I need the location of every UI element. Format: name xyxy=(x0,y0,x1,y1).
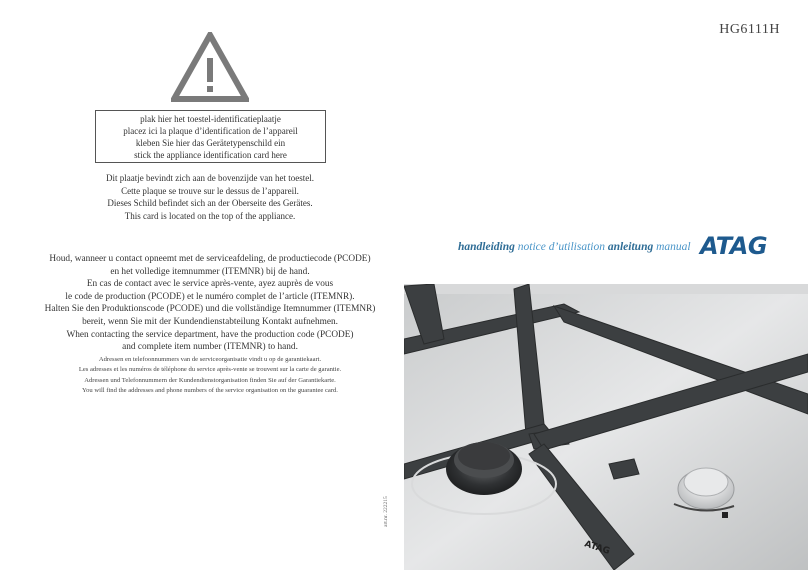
contact-line: Houd, wanneer u contact opneemt met de serviceafdeling, de productiecode (PCODE) xyxy=(49,254,371,264)
id-card-line: stick the appliance identification card here xyxy=(134,150,287,160)
card-location-line: Cette plaque se trouve sur le dessus de l’appareil. xyxy=(121,185,299,196)
hob-brand-label: ATAG xyxy=(583,539,611,557)
id-card-placeholder-box xyxy=(95,110,326,163)
contact-line: en het volledige itemnummer (ITEMNR) bij de hand. xyxy=(110,266,310,277)
addresses-line: Les adresses et les numéros de téléphone du service après-vente se trouvent sur la carte de garantie. xyxy=(78,366,342,374)
card-location-line: This card is located on the top of the appliance. xyxy=(124,210,296,221)
addresses-line: Adressen en telefoonnummers van de serviceorganisatie vindt u op de garantiekaart. xyxy=(98,356,322,363)
tagline-de: anleitung xyxy=(607,241,654,253)
contact-line: le code de production (PCODE) et le numéro complet de l’article (ITEMNR). xyxy=(65,291,355,302)
id-card-line: kleben Sie hier das Gerätetypenschild ein xyxy=(135,138,286,148)
addresses-line: Adressen und Telefonnummern der Kundendienstorganisation finden Sie auf der Garantiekarte. xyxy=(84,376,336,384)
card-location-text xyxy=(60,172,360,222)
addresses-text xyxy=(40,355,380,397)
article-number: art.nr. 222215 xyxy=(383,496,389,527)
gas-hob-photo xyxy=(404,284,808,570)
brand-logo: ATAG xyxy=(700,232,768,260)
model-number: HG6111H xyxy=(719,22,780,37)
warning-triangle-icon xyxy=(171,32,249,102)
id-card-line: placez ici la plaque d’identification de l’appareil xyxy=(123,126,298,136)
contact-line: When contacting the service department, have the production code (PCODE) xyxy=(66,329,354,340)
tagline-en: manual xyxy=(656,241,691,253)
card-location-line: Dit plaatje bevindt zich aan de bovenzijde van het toestel. xyxy=(106,173,314,183)
tagline-fr: notice d’utilisation xyxy=(517,241,605,253)
contact-line: Halten Sie den Produktionscode (PCODE) und die vollständige Itemnummer (ITEMNR) xyxy=(44,304,376,315)
card-location-line: Dieses Schild befindet sich an der Oberseite des Gerätes. xyxy=(107,198,313,208)
manual-tagline xyxy=(458,241,691,253)
contact-line: and complete item number (ITEMNR) to hand. xyxy=(122,342,298,353)
service-contact-text xyxy=(10,253,410,354)
contact-line: bereit, wenn Sie mit der Kundendienstabteilung Kontakt aufnehmen. xyxy=(82,316,338,327)
addresses-line: You will find the addresses and phone numbers of the service organisation on the guarantee card. xyxy=(82,387,338,395)
id-card-line: plak hier het toestel-identificatieplaatje xyxy=(140,114,281,124)
tagline-nl: handleiding xyxy=(458,241,515,253)
contact-line: En cas de contact avec le service après-vente, ayez auprès de vous xyxy=(86,279,334,290)
